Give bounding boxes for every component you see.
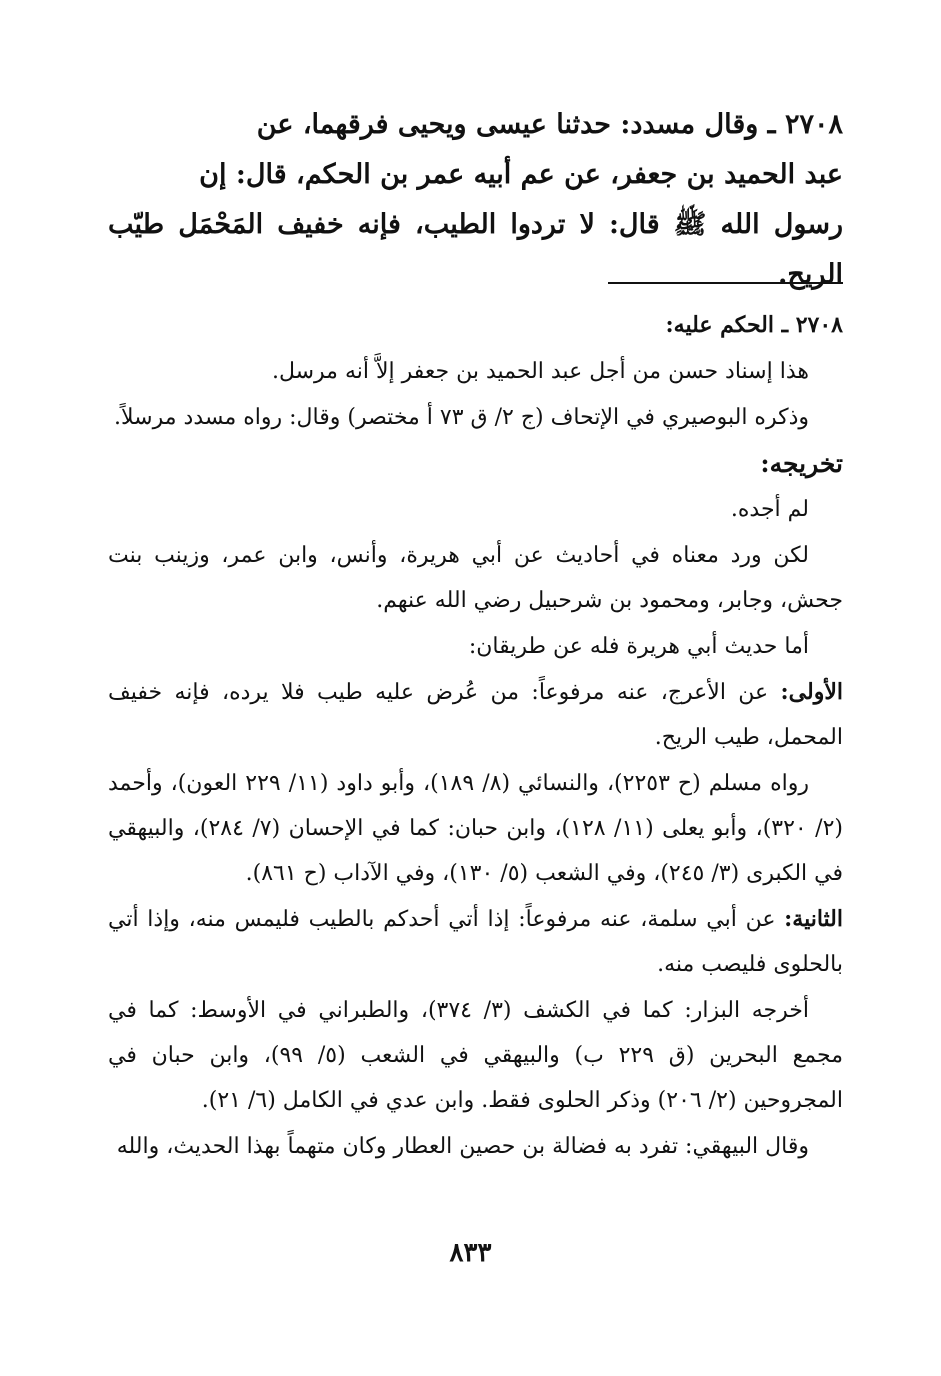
page-number: ٨٣٣ <box>449 1238 492 1268</box>
main-text-line-3: رسول الله ﷺ قال: لا تردوا الطيب، فإنه خفيف المَحْمَل طيّب الريح. <box>108 209 843 290</box>
note-paragraph-10: وقال البيهقي: تفرد به فضالة بن حصين العطار وكان متهماً بهذا الحديث، والله <box>116 1134 809 1159</box>
note-paragraph-9: أخرجه البزار: كما في الكشف (٣/ ٣٧٤)، والطبراني في الأوسط: كما في مجمع البحرين (ق ٢٢٩ ب) والبيهقي في الشعب (٥/ ٩٩)، وابن حبان في المجروحين (٢/ ٢٠٦) وذكر الحلوى فقط. وابن عدي في الكامل (٦/ ٢١). <box>108 998 843 1113</box>
note-paragraph-4: لكن ورد معناه في أحاديث عن أبي هريرة، وأنس، وابن عمر، وزينب بنت جحش، وجابر، ومحمود بن شرحبيل رضي الله عنهم. <box>108 543 843 613</box>
note-paragraph-2: وذكره البوصيري في الإتحاف (ج ٢/ ق ٧٣ أ مختصر) وقال: رواه مسدد مرسلاً. <box>114 405 809 430</box>
second-route-label: الثانية: <box>784 906 843 932</box>
first-route-text: عن الأعرج، عنه مرفوعاً: من عُرض عليه طيب فلا يرده، فإنه خفيف المحمل، طيب الريح. <box>108 680 843 750</box>
note-paragraph-5: أما حديث أبي هريرة فله عن طريقان: <box>468 634 809 659</box>
note-paragraph-8 <box>108 897 843 987</box>
main-hadith-text <box>108 100 843 300</box>
commentary-notes <box>108 303 843 1170</box>
note-paragraph-6 <box>108 670 843 760</box>
first-route-label: الأولى: <box>780 679 843 705</box>
note-paragraph-7: رواه مسلم (ح ٢٢٥٣)، والنسائي (٨/ ١٨٩)، وأبو داود (١١/ ٢٢٩ العون)، وأحمد (٢/ ٣٢٠)، وأبو يعلى (١١/ ١٢٨)، وابن حبان: كما في الإحسان (٧/ ٢٨٤)، والبيهقي في الكبرى (٣/ ٢٤٥)، وفي الشعب (٥/ ١٣٠)، وفي الآداب (ح ٨٦١). <box>108 771 844 886</box>
footnote-separator <box>608 282 843 284</box>
main-text-line-2: عبد الحميد بن جعفر، عن عم أبيه عمر بن الحكم، قال: إن <box>199 159 843 190</box>
note-paragraph-1: هذا إسناد حسن من أجل عبد الحميد بن جعفر إلاَّ أنه مرسل. <box>271 359 809 384</box>
second-route-text: عن أبي سلمة، عنه مرفوعاً: إذا أتي أحدكم بالطيب فليمس منه، وإذا أتي بالحلوى فليصب منه. <box>108 907 843 977</box>
takhrij-heading: تخريجه: <box>760 449 843 478</box>
note-paragraph-3: لم أجده. <box>730 497 809 522</box>
ruling-heading: ٢٧٠٨ ـ الحكم عليه: <box>665 312 843 338</box>
main-text-line-1: ٢٧٠٨ ـ وقال مسدد: حدثنا عيسى ويحيى فرقهما، عن <box>256 109 843 140</box>
